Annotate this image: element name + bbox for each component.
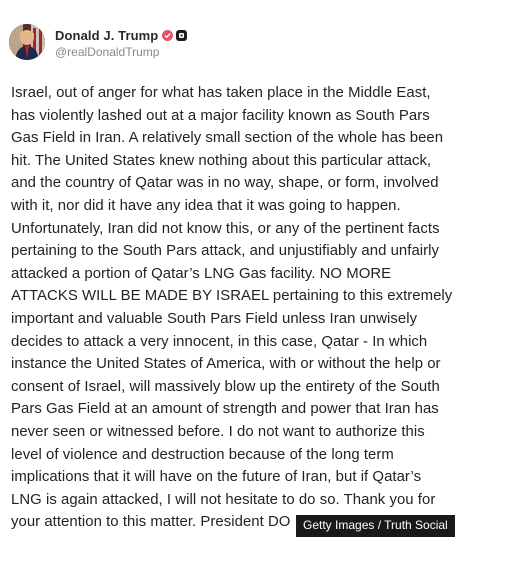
verified-badge-icon (162, 30, 173, 41)
post-line: LNG is again attacked, I will not hesitate to do so. Thank you for (11, 491, 436, 508)
post-line: your attention to this matter. President DO (11, 514, 291, 531)
truth-social-badge-icon (176, 30, 187, 41)
post-header (9, 24, 187, 64)
post-line: Israel, out of anger for what has taken place in the Middle East, (11, 85, 431, 101)
post-body (11, 82, 481, 534)
post-line: decides to attack a very innocent, in this case, Qatar - In which (11, 333, 428, 350)
post-line: Pars Gas Field at an amount of strength and power that Iran has (11, 401, 439, 418)
post-line: never seen or witnessed before. I do not want to authorize this (11, 423, 425, 440)
author-name-row (55, 27, 187, 43)
post-line: consent of Israel, will massively blow up the entirety of the South (11, 378, 440, 395)
post-line: hit. The United States knew nothing about this particular attack, (11, 152, 432, 169)
post-line: implications that it will have on the future of Iran, but if Qatar’s (11, 469, 422, 486)
author-handle[interactable]: @realDonaldTrump (55, 45, 160, 59)
post-line: instance the United States of America, with or without the help or (11, 356, 441, 373)
author-info (55, 27, 187, 59)
post-line: Unfortunately, Iran did not know this, or any of the pertinent facts (11, 220, 440, 237)
post-line: Gas Field in Iran. A relatively small section of the whole has been (11, 130, 444, 147)
post-line: with it, nor did it have any idea that it was going to happen. (11, 197, 401, 214)
post-line: ATTACKS WILL BE MADE BY ISRAEL pertaining to this extremely (11, 288, 453, 305)
author-display-name[interactable]: Donald J. Trump (55, 27, 159, 43)
post-line: has violently lashed out at a major facility known as South Pars (11, 107, 430, 124)
post-line: level of violence and destruction because of the long term (11, 446, 394, 463)
post-line: pertaining to the South Pars attack, and unjustifiably and unfairly (11, 243, 439, 260)
post-line: important and valuable South Pars Field unless Iran unwisely (11, 310, 418, 327)
post-line: attacked a portion of Qatar’s LNG Gas facility. NO MORE (11, 265, 392, 282)
post-line: and the country of Qatar was in no way, shape, or form, involved (11, 175, 439, 192)
avatar-portrait-icon (9, 24, 45, 60)
image-credit-caption: Getty Images / Truth Social (296, 515, 455, 537)
avatar[interactable] (9, 24, 45, 60)
